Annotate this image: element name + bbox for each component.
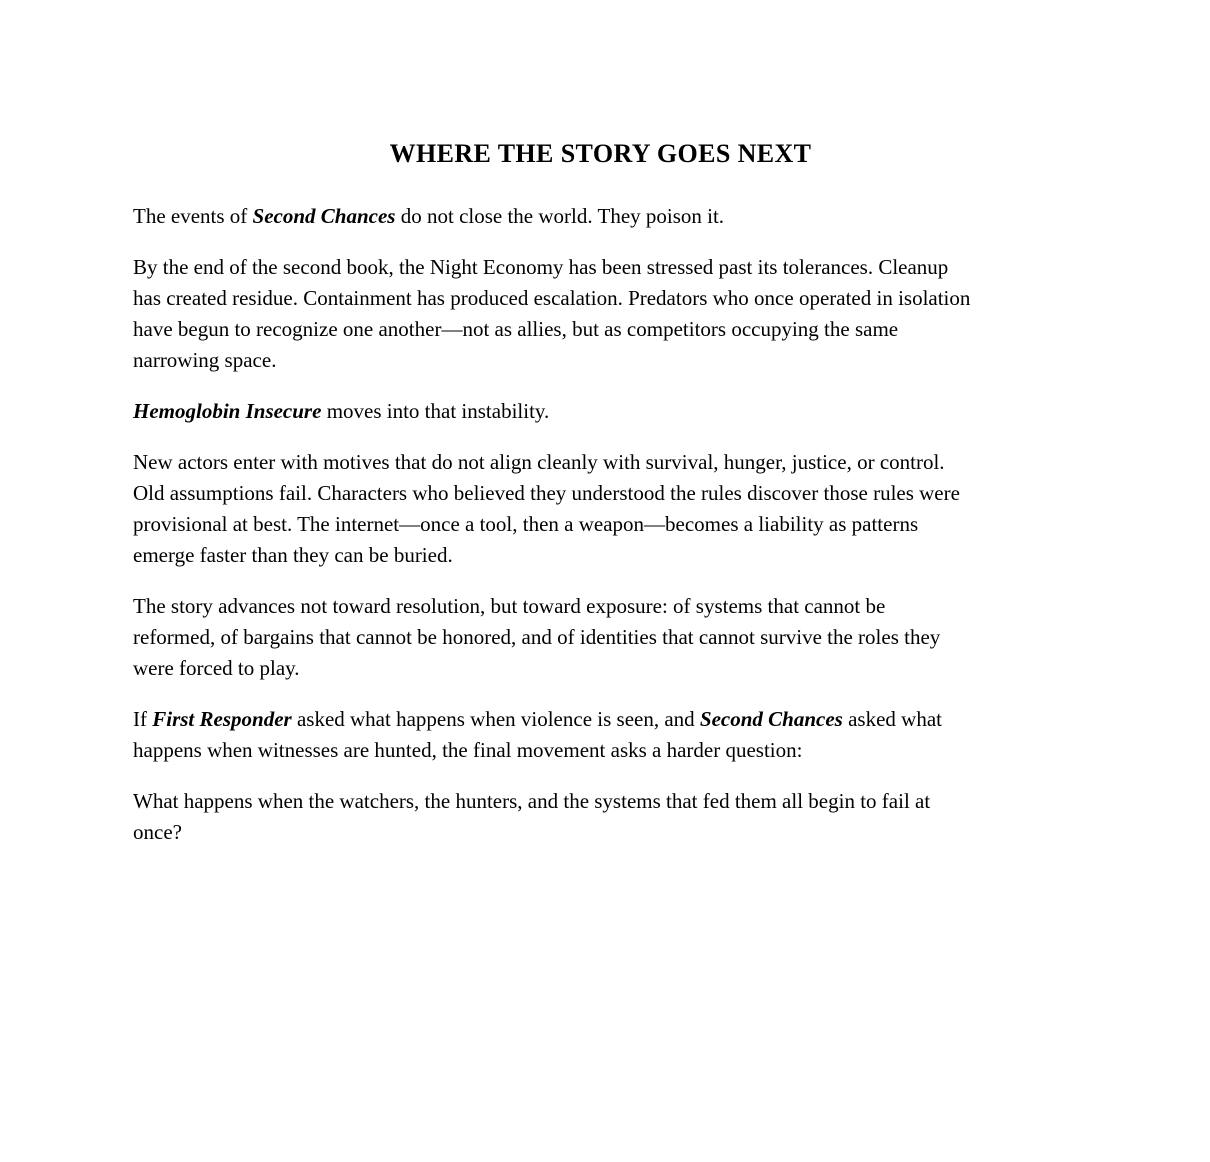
text-line <box>133 314 1068 345</box>
text-segment: asked what <box>842 707 942 731</box>
text-line <box>133 252 1068 283</box>
text-segment: By the end of the second book, the Night Economy has been stressed past its tolerances. Cleanup <box>133 255 949 279</box>
paragraph <box>133 396 1068 427</box>
text-segment: emerge faster than they can be buried. <box>133 543 453 567</box>
emphasized-title-text: Hemoglobin Insecure <box>133 399 322 423</box>
text-line <box>133 653 1068 684</box>
text-segment: provisional at best. The internet—once a tool, then a weapon—becomes a liability as patterns <box>133 512 919 536</box>
text-segment: New actors enter with motives that do not align cleanly with survival, hunger, justice, or control. <box>133 450 945 474</box>
emphasized-title-text: First Responder <box>152 707 292 731</box>
paragraph <box>133 201 1068 232</box>
text-segment: The events of <box>133 204 253 228</box>
text-line <box>133 622 1068 653</box>
text-segment: If <box>133 707 153 731</box>
emphasized-title-text: Second Chances <box>252 204 396 228</box>
text-line <box>133 817 1068 848</box>
text-line <box>133 735 1068 766</box>
text-segment: The story advances not toward resolution, but toward exposure: of systems that cannot be <box>133 594 886 618</box>
paragraph <box>133 252 1068 376</box>
emphasized-title-text: Second Chances <box>699 707 843 731</box>
text-line <box>133 704 1068 735</box>
text-segment: do not close the world. They poison it. <box>395 204 725 228</box>
text-line <box>133 396 1068 427</box>
text-line <box>133 540 1068 571</box>
text-line <box>133 509 1068 540</box>
text-line <box>133 786 1068 817</box>
document-body <box>133 201 1068 848</box>
text-line <box>133 447 1068 478</box>
text-segment: has created residue. Containment has produced escalation. Predators who once operated in isolation <box>133 286 971 310</box>
text-segment: What happens when the watchers, the hunters, and the systems that fed them all begin to fail at <box>133 789 931 813</box>
page-title: WHERE THE STORY GOES NEXT <box>389 139 812 168</box>
paragraph <box>133 591 1068 684</box>
text-line <box>133 591 1068 622</box>
text-line <box>133 478 1068 509</box>
text-segment: happens when witnesses are hunted, the final movement asks a harder question: <box>133 738 803 762</box>
text-line <box>133 345 1068 376</box>
text-segment: reformed, of bargains that cannot be honored, and of identities that cannot survive the roles they <box>133 625 941 649</box>
text-line <box>133 283 1068 314</box>
text-segment: were forced to play. <box>133 656 300 680</box>
text-segment: Old assumptions fail. Characters who believed they understood the rules discover those rules were <box>133 481 960 505</box>
text-segment: moves into that instability. <box>321 399 550 423</box>
text-segment: have begun to recognize one another—not as allies, but as competitors occupying the same <box>133 317 899 341</box>
text-segment: narrowing space. <box>133 348 277 372</box>
text-segment: asked what happens when violence is seen, and <box>291 707 700 731</box>
paragraph <box>133 786 1068 848</box>
text-line <box>133 201 1068 232</box>
paragraph <box>133 704 1068 766</box>
paragraph <box>133 447 1068 571</box>
text-segment: once? <box>133 820 182 844</box>
